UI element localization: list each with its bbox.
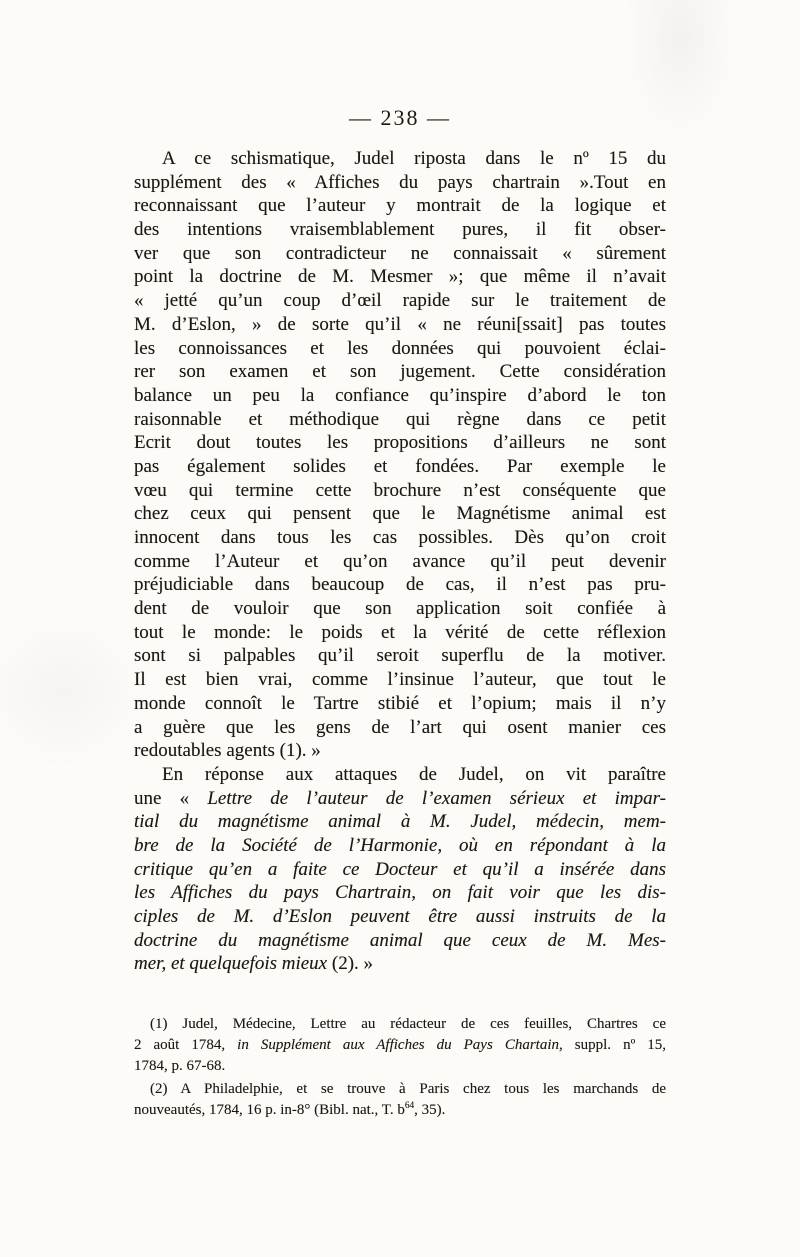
text-line: chez ceux qui pensent que le Magnétisme animal est [134, 503, 666, 525]
text-line: tout le monde: le poids et la vérité de cette réflexion [134, 621, 666, 643]
page-number: — 238 — [349, 105, 451, 130]
text-line: balance un peu la confiance qu’inspire d’abord le ton [134, 384, 666, 406]
text-line: comme l’Auteur et qu’on avance qu’il peut devenir [134, 550, 666, 572]
text-line: bre de la Société de l’Harmonie, où en répondant à la [134, 834, 666, 856]
text-line: ver que son contradicteur ne connaissait « sûrement [134, 242, 666, 264]
text-line: dent de vouloir que son application soit confiée à [134, 598, 666, 620]
text-line: nouveautés, 1784, 16 p. in-8° (Bibl. nat., T. $b^{64}$, 35). [134, 1101, 446, 1118]
text-line: Ecrit dout toutes les propositions d’ailleurs ne sont [134, 432, 666, 454]
text-line: a guère que les gens de l’art qui osent manier ces [134, 716, 666, 738]
text-line: les Affiches du pays Chartrain, on fait voir que les dis- [134, 882, 666, 904]
text-line: des intentions vraisemblablement pures, il fit obser- [134, 219, 666, 241]
text-line: (1) Judel, Médecine, Lettre au rédacteur de ces feuilles, Chartres ce [150, 1016, 666, 1032]
text-line: pas également solides et fondées. Par exemple le [134, 455, 666, 477]
text-line: tial du magnétisme animal à M. Judel, médecin, mem- [134, 811, 666, 833]
text-line: supplément des « Affiches du pays chartrain ».Tout en [134, 171, 666, 193]
text-line: sont si palpables qu’il seroit superflu de la motiver. [134, 645, 666, 667]
paragraph-response [134, 763, 666, 976]
footnote-2 [134, 1079, 666, 1121]
text-line: les connoissances et les données qui pouvoient éclai- [134, 337, 666, 359]
text-line: raisonnable et méthodique qui règne dans ce petit [134, 408, 666, 430]
text-line: point la doctrine de M. Mesmer »; que même il n’avait [134, 266, 666, 288]
main-text-block [134, 147, 666, 976]
text-line: rer son examen et son jugement. Cette considération [134, 361, 666, 383]
text-line: (2) A Philadelphie, et se trouve à Paris chez tous les marchands de [150, 1081, 666, 1097]
text-line: monde connoît le Tartre stibié et l’opium; mais il n’y [134, 692, 666, 714]
text-line: En réponse aux attaques de Judel, on vit paraître [162, 763, 666, 785]
text-line: A ce schismatique, Judel riposta dans le nº 15 du [162, 148, 666, 169]
text-line: mer, et quelquefois mieux (2). » [134, 953, 374, 975]
text-line: redoutables agents (1). » [134, 740, 321, 762]
text-line: vœu qui termine cette brochure n’est conséquente que [134, 479, 666, 501]
text-line: innocent dans tous les cas possibles. Dès qu’on croit [134, 527, 666, 548]
text-line: reconnaissant que l’auteur y montrait de la logique et [134, 195, 666, 217]
footnote-1 [134, 1014, 666, 1077]
text-line: 2 août 1784, in Supplément aux Affiches du Pays Chartain, suppl. nº 15, [134, 1037, 666, 1053]
footnotes-block [134, 1014, 666, 1121]
paragraph-main [134, 147, 666, 763]
text-line: 1784, p. 67-68. [134, 1058, 226, 1074]
text-line: une « Lettre de l’auteur de l’examen sérieux et impar- [134, 787, 666, 809]
text-line: ciples de M. d’Eslon peuvent être aussi instruits de la [134, 906, 666, 927]
text-line: doctrine du magnétisme animal que ceux de M. Mes- [134, 929, 666, 951]
text-line: M. d’Eslon, » de sorte qu’il « ne réuni[ssait] pas toutes [134, 313, 666, 335]
text-line: critique qu’en a faite ce Docteur et qu’il a insérée dans [134, 858, 666, 880]
text-line: « jetté qu’un coup d’œil rapide sur le traitement de [134, 290, 666, 312]
text-line: Il est bien vrai, comme l’insinue l’auteur, que tout le [134, 669, 666, 691]
text-line: préjudiciable dans beaucoup de cas, il n’est pas pru- [134, 574, 666, 596]
